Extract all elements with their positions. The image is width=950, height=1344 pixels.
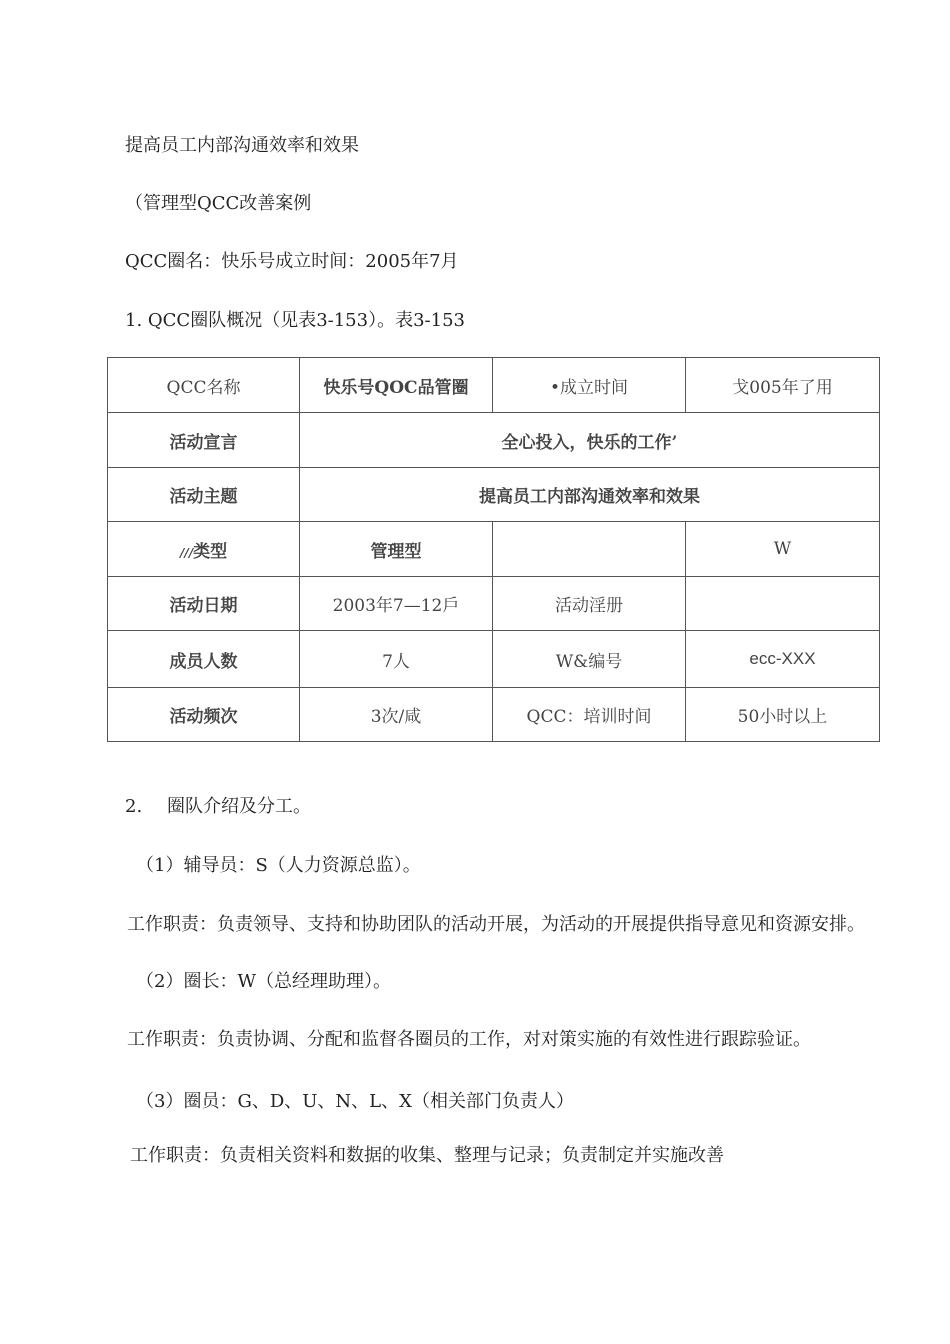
table-cell (108, 522, 300, 577)
doc-title: 提高员工内部沟通效率和效果 (125, 135, 359, 156)
table-cell: 管理型 (300, 522, 493, 577)
table-row (108, 468, 880, 522)
role-heading: （2）圈长：W（总经理助理）。 (136, 971, 391, 992)
table-cell: 戈005年了用 (686, 358, 880, 413)
table-cell: W (686, 522, 880, 577)
table-cell: W&编号 (493, 631, 686, 688)
table-cell: 提高员工内部沟通效率和效果 (300, 468, 880, 522)
table-cell: 活动日期 (108, 577, 300, 631)
section-2-number: 2. (125, 796, 143, 817)
table-cell: 活动主题 (108, 468, 300, 522)
table-row (108, 577, 880, 631)
table-row (108, 631, 880, 688)
doc-subtitle: （管理型QCC改善案例 (125, 193, 312, 214)
role-heading: （1）辅导员：S（人力资源总监）。 (136, 855, 421, 876)
table-cell: 7人 (300, 631, 493, 688)
table-cell (686, 577, 880, 631)
table-cell: 快乐号QOC品管圈 (300, 358, 493, 413)
section-1-heading: 1. QCC圈队概况（见表3-153）。表3-153 (125, 310, 465, 331)
table-cell-prefix: /// (179, 545, 194, 560)
circle-info: QCC圈名：快乐号成立时间：2005年7月 (125, 251, 459, 272)
qcc-overview-table (107, 357, 880, 742)
table-row (108, 522, 880, 577)
table-cell: 2003年7—12戶 (300, 577, 493, 631)
table-cell: 成员人数 (108, 631, 300, 688)
role-duty: 工作职责：负责领导、支持和协助团队的活动开展，为活动的开展提供指导意见和资源安排。 (127, 914, 865, 935)
table-row (108, 688, 880, 742)
table-row (108, 358, 880, 413)
role-heading: （3）圈员：G、D、U、N、L、X（相关部门负责人） (136, 1091, 574, 1112)
table-cell: 50小时以上 (686, 688, 880, 742)
table-cell: •成立时间 (493, 358, 686, 413)
table-cell: 3次/咸 (300, 688, 493, 742)
table-cell: 活动淫册 (493, 577, 686, 631)
table-row (108, 413, 880, 468)
table-cell: 全心投入，快乐的工作’ (300, 413, 880, 468)
role-duty: 工作职责：负责相关资料和数据的收集、整理与记录；负责制定并实施改善 (130, 1145, 724, 1166)
table-cell: 活动宣言 (108, 413, 300, 468)
table-cell: QCC：培训时间 (493, 688, 686, 742)
table-cell-text: 类型 (193, 541, 228, 562)
table-cell: 活动频次 (108, 688, 300, 742)
section-2-heading: 圈队介绍及分工。 (167, 796, 311, 817)
role-duty: 工作职责：负责协调、分配和监督各圈员的工作，对对策实施的有效性进行跟踪验证。 (127, 1029, 811, 1050)
table-cell: ecc-XXX (686, 631, 880, 688)
table-cell (493, 522, 686, 577)
table-cell: QCC名称 (108, 358, 300, 413)
